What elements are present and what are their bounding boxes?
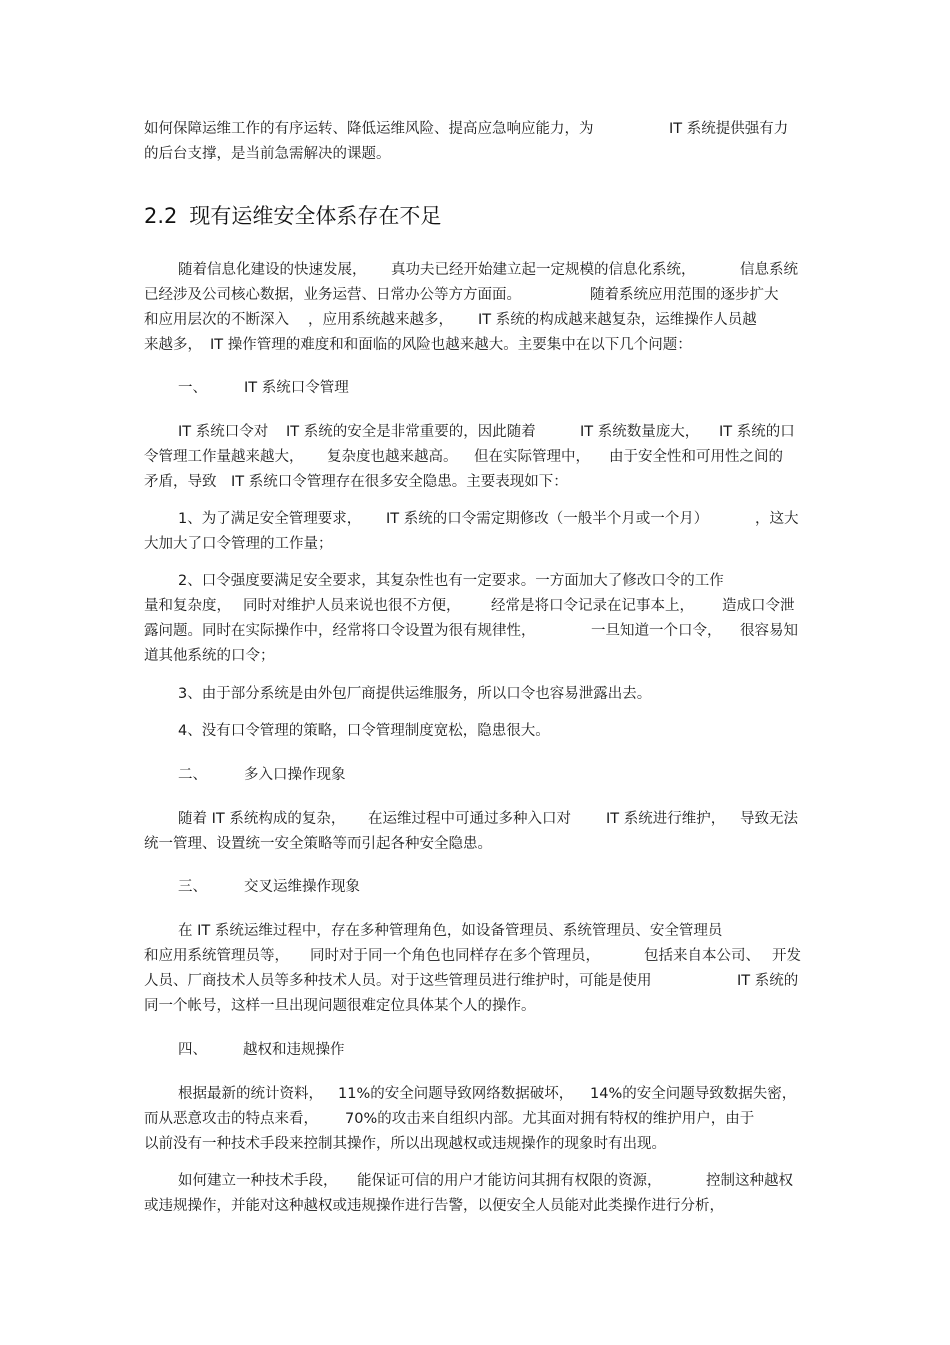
text-segment: 以前没有一种技术手段来控制其操作，所以出现越权或违规操作的现象时有出现。 — [144, 1136, 666, 1152]
text-segment: IT 系统数量庞大， — [580, 424, 700, 440]
text-segment: 控制这种越权 — [706, 1173, 793, 1189]
text-segment: 一旦知道一个口令， — [591, 623, 722, 639]
text-segment: 在 IT 系统运维过程中，存在多种管理角色，如设备管理员、系统管理员、安全管理员 — [178, 923, 723, 939]
text-segment: 多入口操作现象 — [244, 767, 346, 783]
text-segment: 令管理工作量越来越大， — [144, 449, 304, 465]
text-segment: 随着信息化建设的快速发展， — [178, 262, 367, 278]
text-segment: 很容易知 — [740, 623, 798, 639]
text-segment: 70%的攻击来自组织内部。尤其面对拥有特权的维护用户，由于 — [345, 1111, 755, 1127]
text-segment: 11%的安全问题导致网络数据破坏， — [338, 1086, 574, 1102]
text-segment: 交叉运维操作现象 — [244, 879, 360, 895]
text-segment: 信息系统 — [740, 262, 798, 278]
text-segment: IT 操作管理的难度和和面临的风险也越来越大。主要集中在以下几个问题： — [210, 337, 692, 353]
text-segment: 1、为了满足安全管理要求， — [178, 511, 362, 527]
text-segment: IT 系统口令管理存在很多安全隐患。主要表现如下： — [231, 474, 568, 490]
text-segment: 能保证可信的用户才能访问其拥有权限的资源， — [357, 1173, 662, 1189]
text-segment: 开发 — [772, 948, 801, 964]
text-segment: IT 系统的口 — [719, 424, 795, 440]
section-number: 2.2 — [144, 204, 178, 228]
section-heading — [144, 198, 441, 234]
text-segment: IT 系统的口令需定期修改（一般半个月或一个月） — [386, 511, 709, 527]
text-segment: 人员、厂商技术人员等多种技术人员。对于这些管理员进行维护时，可能是使用 — [144, 973, 652, 989]
text-segment: 3、由于部分系统是由外包厂商提供运维服务，所以口令也容易泄露出去。 — [178, 686, 652, 702]
text-segment: 露问题。同时在实际操作中，经常将口令设置为很有规律性， — [144, 623, 536, 639]
text-segment: 导致无法 — [740, 811, 798, 827]
text-segment: IT 系统的 — [737, 973, 799, 989]
section-title: 现有运维安全体系存在不足 — [189, 204, 442, 228]
text-segment: IT 系统提供强有力 — [669, 121, 789, 137]
text-segment: IT 系统进行维护， — [606, 811, 726, 827]
text-segment: ，应用系统越来越多， — [308, 312, 453, 328]
text-segment: 来越多， — [144, 337, 202, 353]
text-segment: 大加大了口令管理的工作量； — [144, 536, 333, 552]
text-segment: 同一个帐号，这样一旦出现问题很难定位具体某个人的操作。 — [144, 998, 536, 1014]
text-segment: 同时对维护人员来说也很不方便， — [243, 598, 461, 614]
text-segment: 在运维过程中可通过多种入口对 — [368, 811, 571, 827]
text-segment: 二、 — [178, 767, 207, 783]
text-segment: 经常是将口令记录在记事本上， — [491, 598, 694, 614]
text-segment: 复杂度也越来越高。 — [327, 449, 458, 465]
text-segment: 量和复杂度， — [144, 598, 231, 614]
text-segment: 同时对于同一个角色也同样存在多个管理员， — [310, 948, 600, 964]
text-segment: ，这大 — [755, 511, 799, 527]
text-segment: 如何保障运维工作的有序运转、降低运维风险、提高应急响应能力，为 — [144, 121, 594, 137]
text-segment: 造成口令泄 — [722, 598, 795, 614]
text-segment: IT 系统的构成越来越复杂，运维操作人员越 — [478, 312, 757, 328]
text-segment: 如何建立一种技术手段， — [178, 1173, 338, 1189]
text-segment: 的后台支撑，是当前急需解决的课题。 — [144, 146, 391, 162]
text-segment: 道其他系统的口令； — [144, 648, 275, 664]
text-segment: 一、 — [178, 380, 207, 396]
text-segment: 但在实际管理中， — [474, 449, 590, 465]
text-segment: 三、 — [178, 879, 207, 895]
text-segment: 由于安全性和可用性之间的 — [609, 449, 783, 465]
text-segment: 和应用层次的不断深入 — [144, 312, 289, 328]
text-segment: IT 系统口令对 — [178, 424, 269, 440]
text-segment: 4、没有口令管理的策略，口令管理制度宽松，隐患很大。 — [178, 723, 550, 739]
text-segment: 越权和违规操作 — [243, 1042, 345, 1058]
text-segment: 真功夫已经开始建立起一定规模的信息化系统， — [391, 262, 696, 278]
text-segment: 或违规操作，并能对这种越权或违规操作进行告警，以便安全人员能对此类操作进行分析， — [144, 1198, 724, 1214]
text-segment: 随着 IT 系统构成的复杂， — [178, 811, 346, 827]
text-segment: 14%的安全问题导致数据失密， — [590, 1086, 797, 1102]
text-segment: 四、 — [178, 1042, 207, 1058]
text-segment: 2、口令强度要满足安全要求，其复杂性也有一定要求。一方面加大了修改口令的工作 — [178, 573, 724, 589]
text-segment: 而从恶意攻击的特点来看， — [144, 1111, 318, 1127]
text-segment: 矛盾，导致 — [144, 474, 217, 490]
text-segment: IT 系统口令管理 — [244, 380, 349, 396]
text-segment: 已经涉及公司核心数据，业务运营、日常办公等方方面面。 — [144, 287, 521, 303]
text-segment: 包括来自本公司、 — [644, 948, 760, 964]
text-segment: 和应用系统管理员等， — [144, 948, 289, 964]
text-segment: 统一管理、设置统一安全策略等而引起各种安全隐患。 — [144, 836, 492, 852]
text-segment: 根据最新的统计资料， — [178, 1086, 323, 1102]
text-segment: IT 系统的安全是非常重要的，因此随着 — [286, 424, 536, 440]
text-segment: 随着系统应用范围的逐步扩大 — [590, 287, 779, 303]
